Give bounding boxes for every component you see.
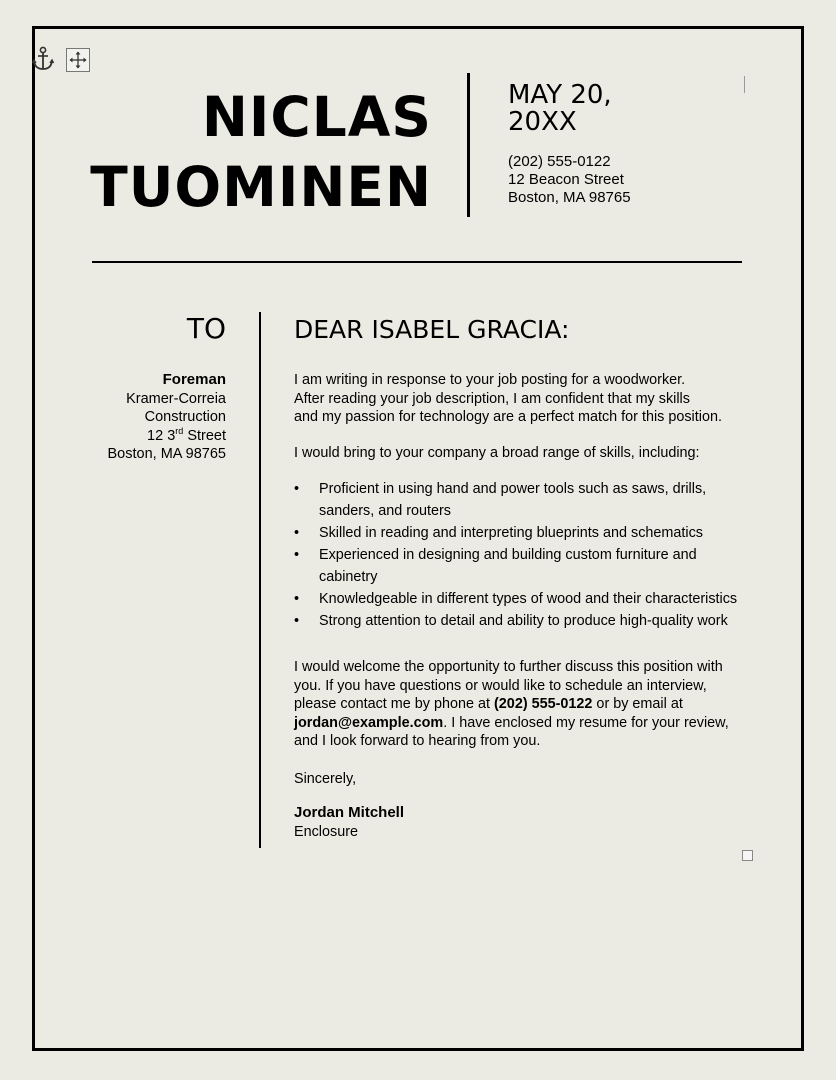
recipient-address — [60, 371, 226, 464]
date-line-2: 20XX — [508, 107, 577, 137]
first-name: NICLAS — [201, 85, 432, 149]
column-divider — [259, 312, 261, 848]
bullet-icon: • — [294, 547, 300, 563]
list-item: • Strong attention to detail and ability to produce high-quality work — [294, 610, 744, 632]
letter-body — [294, 371, 744, 841]
move-arrows-icon — [67, 49, 89, 71]
to-heading: TO — [186, 312, 226, 345]
sender-city: Boston, MA 98765 — [508, 189, 631, 206]
intro-line-1: I am writing in response to your job posting for a woodworker. — [294, 372, 686, 388]
sender-street: 12 Beacon Street — [508, 171, 624, 188]
letter-date — [508, 82, 688, 136]
closing: Sincerely, — [294, 770, 357, 787]
table-move-handle[interactable] — [66, 48, 90, 72]
enclosure-note: Enclosure — [294, 823, 358, 840]
street-number: 12 3 — [147, 427, 176, 444]
intro-line-2: After reading your job description, I am confident that my skills — [294, 390, 690, 407]
bullet-icon: • — [294, 525, 300, 541]
list-item: • Knowledgeable in different types of wood and their characteristics — [294, 588, 744, 610]
bullet-icon: • — [294, 591, 300, 607]
header-rule — [92, 261, 742, 263]
contact-phone: (202) 555-0122 — [494, 696, 593, 712]
intro-paragraph — [294, 371, 744, 427]
last-name: TUOMINEN — [90, 155, 432, 219]
closing-line-3: please contact me by phone at (202) 555-0122 or by email at — [294, 696, 683, 712]
recipient-city: Boston, MA 98765 — [107, 446, 226, 462]
applicant-name — [60, 82, 432, 222]
street-name: Street — [187, 427, 226, 444]
closing-paragraph — [294, 658, 744, 751]
recipient-title: Foreman — [162, 371, 226, 388]
bullet-icon: • — [294, 481, 300, 497]
sender-phone: (202) 555-0122 — [508, 153, 611, 170]
table-resize-handle[interactable] — [742, 850, 753, 861]
recipient-company-line-1: Kramer-Correia — [126, 390, 226, 407]
closing-line-5: and I look forward to hearing from you. — [294, 733, 541, 749]
skills-list — [294, 478, 744, 632]
list-item: • Experienced in designing and building custom furniture and cabinetry — [294, 544, 744, 588]
sender-contact — [508, 153, 631, 207]
street-suffix: rd — [175, 425, 184, 436]
recipient-company-line-2: Construction — [144, 409, 226, 425]
list-item: • Skilled in reading and interpreting blueprints and schematics — [294, 522, 744, 544]
signer-name: Jordan Mitchell — [294, 804, 405, 821]
date-line-1: MAY 20, — [508, 80, 612, 110]
text-cursor — [744, 76, 745, 93]
contact-email: jordan@example.com — [294, 714, 444, 731]
anchor-icon[interactable] — [31, 46, 55, 72]
intro-line-3: and my passion for technology are a perfect match for this position. — [294, 409, 722, 425]
header-divider — [467, 73, 470, 217]
skills-intro: I would bring to your company a broad range of skills, including: — [294, 444, 700, 461]
closing-line-1: I would welcome the opportunity to further discuss this position with — [294, 659, 723, 675]
closing-line-4: jordan@example.com. I have enclosed my resume for your review, — [294, 714, 729, 731]
recipient-street — [60, 427, 226, 446]
closing-line-2: you. If you have questions or would like to schedule an interview, — [294, 677, 707, 694]
list-item: • Proficient in using hand and power tools such as saws, drills, sanders, and routers — [294, 478, 744, 522]
bullet-icon: • — [294, 613, 300, 629]
salutation: DEAR ISABEL GRACIA: — [294, 315, 570, 344]
